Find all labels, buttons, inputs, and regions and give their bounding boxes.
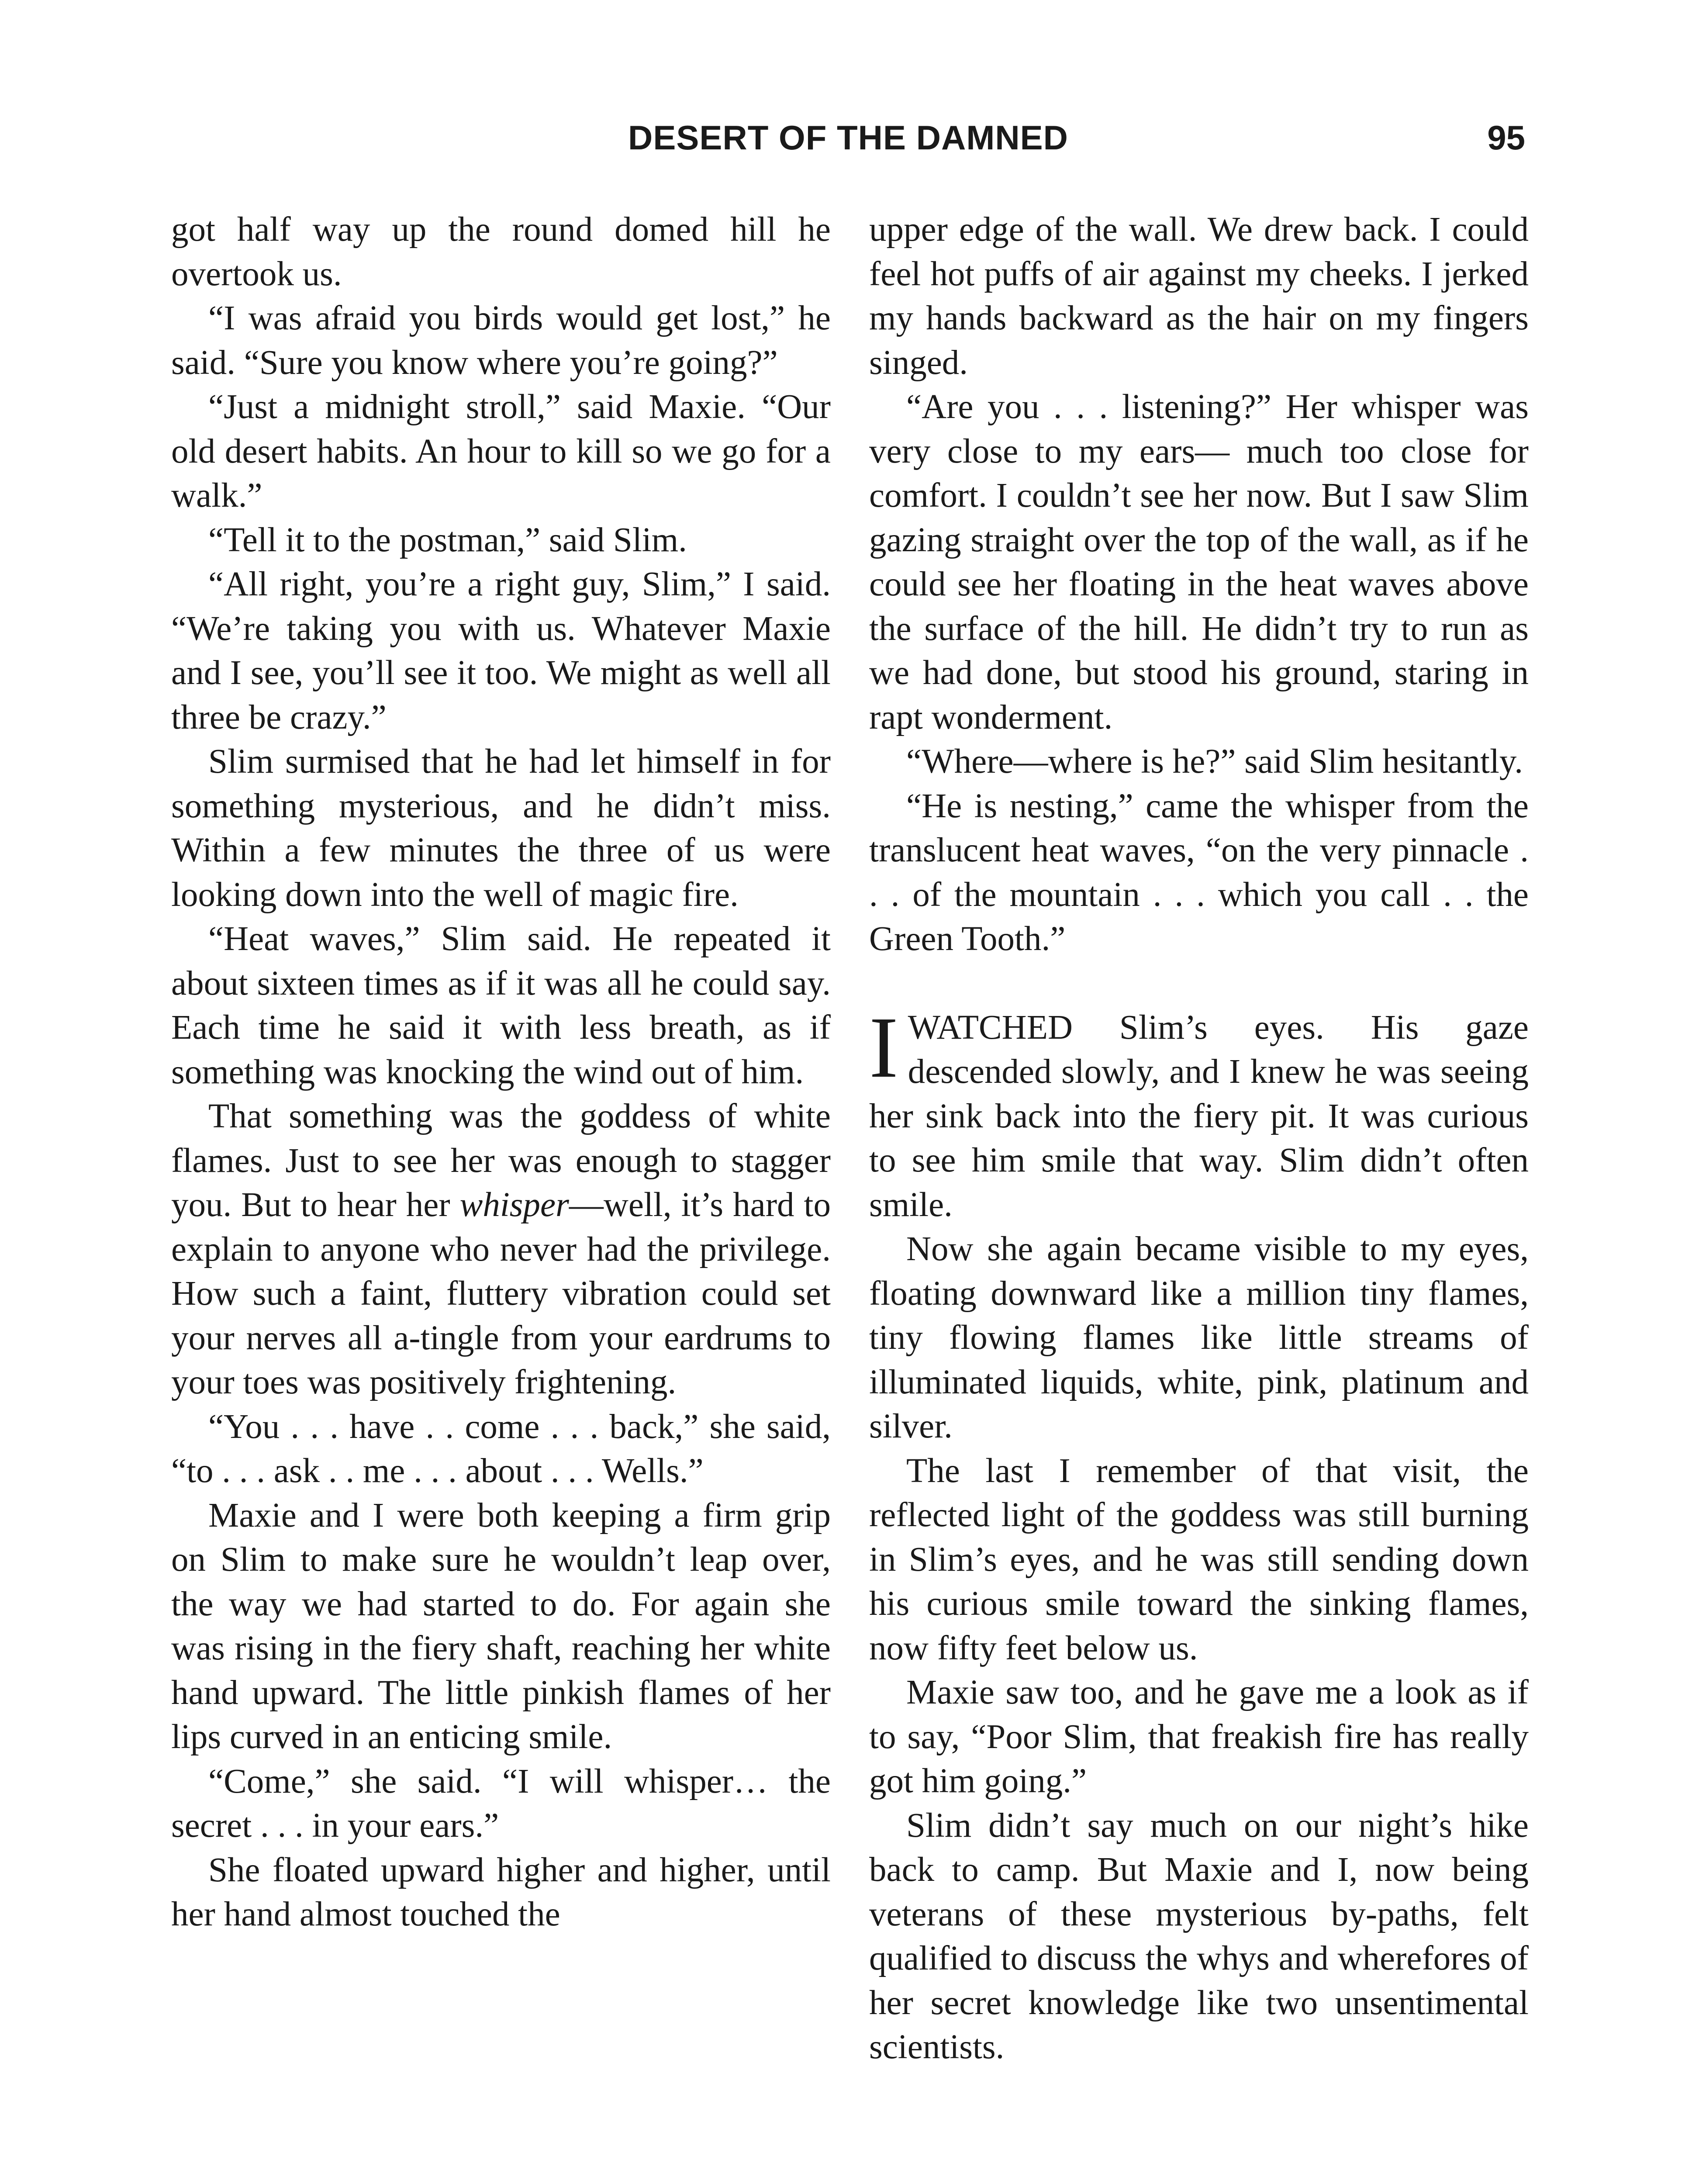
paragraph: “Come,” she said. “I will whisper… the secret . . . in your ears.” (171, 1762, 831, 1845)
paragraph: “Where—where is he?” said Slim hesitantly. (906, 743, 1523, 781)
paragraph: got half way up the round domed hill he overtook us. (171, 211, 831, 293)
section-break (869, 961, 1529, 1006)
left-column (171, 207, 831, 1937)
paragraph-text: —well, it’s hard to explain to anyone who never had the privilege. How such a faint, fluttery vibration could set your nerves all a-tingle from your eardrums to your toes was positively frightening. (171, 1186, 831, 1401)
paragraph: Maxie saw too, and he gave me a look as if to say, “Poor Slim, that freakish fire has really got him going.” (869, 1673, 1529, 1800)
paragraph: Now she again became visible to my eyes, floating downward like a million tiny flames, tiny flowing flames like little streams of illuminated liquids, white, pink, platinum and silver. (869, 1230, 1529, 1445)
paragraph: Maxie and I were both keeping a firm grip on Slim to make sure he wouldn’t leap over, the way we had started to do. For again she was rising in the fiery shaft, reaching her white hand upward. The little pinkish flames of her lips curved in an enticing smile. (171, 1496, 831, 1756)
paragraph: “I was afraid you birds would get lost,” he said. “Sure you know where you’re going?” (171, 299, 831, 382)
dropcap-paragraph (869, 999, 1529, 1227)
paragraph: The last I remember of that visit, the reflected light of the goddess was still burning in Slim’s eyes, and he was still sending down his curious smile toward the sinking flames, now fifty feet below us. (869, 1451, 1529, 1667)
paragraph (171, 1094, 831, 1405)
page-header (171, 111, 1525, 164)
running-title: DESERT OF THE DAMNED (628, 118, 1069, 157)
paragraph: “Heat waves,” Slim said. He repeated it about sixteen times as if it was all he could say. Each time he said it with less breath, as if something was knocking the wind out of him. (171, 920, 831, 1091)
paragraph: “All right, you’re a right guy, Slim,” I said. “We’re taking you with us. Whatever Maxie and I see, you’ll see it too. We might as well all three be crazy.” (171, 565, 831, 736)
drop-cap: I (869, 999, 898, 1096)
paragraph: “Just a midnight stroll,” said Maxie. “Our old desert habits. An hour to kill so we go for a walk.” (171, 388, 831, 515)
paragraph: “He is nesting,” came the whisper from the translucent heat waves, “on the very pinnacle . . . of the mountain . . . which you call . . the Green Tooth.” (869, 787, 1529, 958)
paragraph: upper edge of the wall. We drew back. I could feel hot puffs of air against my cheeks. I jerked my hands backward as the hair on my fingers singed. (869, 211, 1529, 382)
page-number: 95 (1487, 118, 1525, 157)
paragraph: “Tell it to the postman,” said Slim. (208, 521, 687, 559)
paragraph: She floated upward higher and higher, until her hand almost touched the (171, 1851, 831, 1933)
paragraph: Slim didn’t say much on our night’s hike back to camp. But Maxie and I, now being veterans of these mysterious by-paths, felt qualified to discuss the whys and wherefores of her secret knowledge like two unsentimental scientists. (869, 1806, 1529, 2066)
italic-emphasis: whisper (459, 1186, 569, 1224)
paragraph: Slim surmised that he had let himself in for something mysterious, and he didn’t miss. Within a few minutes the three of us were looking down into the well of magic fire. (171, 743, 831, 914)
paragraph: “Are you . . . listening?” Her whisper was very close to my ears— much too close for comfort. I couldn’t see her now. But I saw Slim gazing straight over the top of the wall, as if he could see her floating in the heat waves above the surface of the hill. He didn’t try to run as we had done, but stood his ground, staring in rapt wonderment. (869, 388, 1529, 736)
paragraph-text: That something was the goddess of white flames. Just to see her was enough to stagger you. But to hear her (171, 1097, 831, 1224)
paragraph-text: WATCHED Slim’s eyes. His gaze descended slowly, and I knew he was seeing her sink back into the fiery pit. It was curious to see him smile that way. Slim didn’t often smile. (869, 1008, 1529, 1224)
right-column (869, 207, 1529, 2070)
paragraph: “You . . . have . . come . . . back,” she said, “to . . . ask . . me . . . about . . . Wells.” (171, 1407, 831, 1490)
